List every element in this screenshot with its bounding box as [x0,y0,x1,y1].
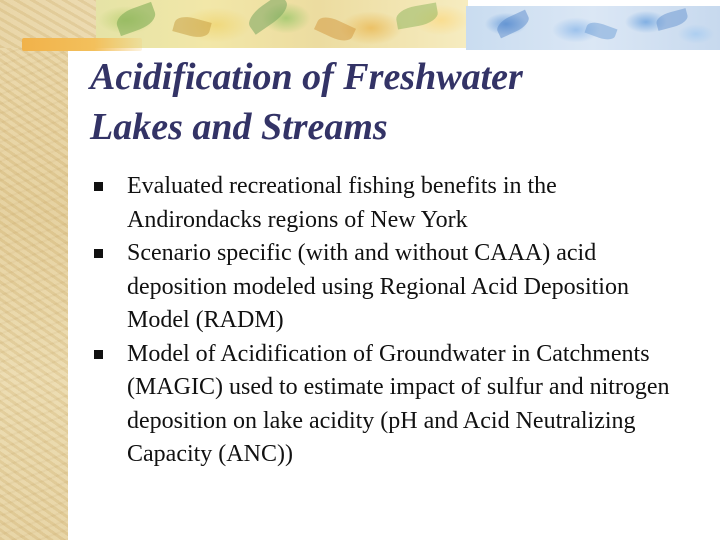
bullet-text: Evaluated recreational fishing benefits in the Andirondacks regions of New York [127,173,557,233]
bullet-list [92,170,692,472]
floral-header-art [96,0,468,48]
title-line-2: Lakes and Streams [90,106,388,148]
blue-floral-art [466,6,720,50]
title-line-1: Acidification of Freshwater [90,56,523,98]
accent-bar [22,38,142,51]
square-bullet-icon [94,350,103,359]
bullet-text: Model of Acidification of Groundwater in Catchments (MAGIC) used to estimate impact of sulfur and nitrogen deposition on lake acidity (pH and Acid Neutralizing Capacity (ANC)) [127,340,670,467]
square-bullet-icon [94,182,103,191]
bullet-item [92,237,692,338]
bullet-text: Scenario specific (with and without CAAA) acid deposition modeled using Regional Acid Deposition Model (RADM) [127,240,629,333]
left-decorative-strip [0,0,68,540]
square-bullet-icon [94,249,103,258]
bullet-item [92,338,692,472]
bullet-item [92,170,692,237]
slide-title [90,52,690,152]
